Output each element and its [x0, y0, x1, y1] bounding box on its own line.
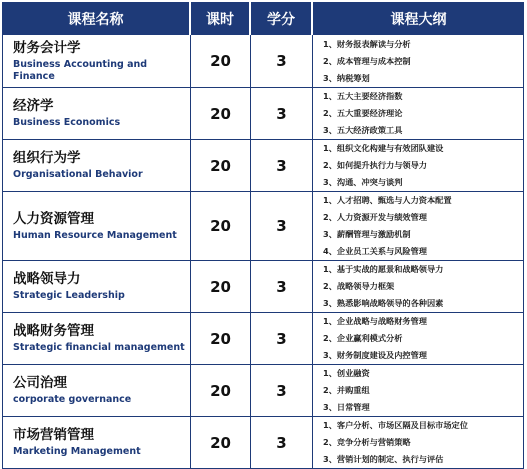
course-name-zh: 战略领导力	[13, 271, 81, 287]
table-header-row	[2, 2, 524, 35]
table-row	[2, 261, 524, 313]
outline-item: 3、财务制度建设及内控管理	[323, 350, 427, 360]
course-name-cell	[2, 88, 191, 140]
course-hours: 20	[191, 365, 251, 417]
outline-item: 2、五大重要经济理论	[323, 108, 403, 118]
course-hours: 20	[191, 88, 251, 140]
course-credits: 3	[251, 313, 313, 365]
outline-item: 2、人力资源开发与绩效管理	[323, 212, 427, 222]
course-name-zh: 战略财务管理	[13, 323, 94, 339]
course-outline	[313, 261, 524, 313]
header-credits: 学分	[251, 2, 313, 35]
header-outline: 课程大纲	[313, 2, 524, 35]
outline-item: 2、战略领导力框架	[323, 281, 395, 291]
course-outline	[313, 417, 524, 469]
course-table	[2, 2, 524, 469]
course-name-en: Marketing Management	[13, 446, 141, 457]
outline-item: 3、熟悉影响战略领导的各种因素	[323, 298, 444, 308]
course-credits: 3	[251, 365, 313, 417]
course-name-en: Organisational Behavior	[13, 169, 143, 180]
outline-item: 1、财务报表解读与分析	[323, 38, 411, 49]
course-credits: 3	[251, 140, 313, 192]
course-outline	[313, 313, 524, 365]
course-outline	[313, 35, 524, 88]
course-hours: 20	[191, 417, 251, 469]
course-name-zh: 市场营销管理	[13, 427, 94, 443]
outline-item: 3、五大经济政策工具	[323, 125, 403, 135]
outline-item: 1、客户分析、市场区隔及目标市场定位	[323, 420, 468, 430]
outline-item: 2、竞争分析与营销策略	[323, 437, 411, 447]
course-name-en: Human Resource Management	[13, 229, 177, 241]
outline-item: 1、企业战略与战略财务管理	[323, 316, 427, 326]
course-name-en: Business Economics	[13, 117, 121, 128]
table-row	[2, 365, 524, 417]
outline-item: 2、企业赢利模式分析	[323, 333, 403, 343]
outline-item: 2、如何提升执行力与领导力	[323, 160, 427, 170]
outline-item: 2、并购重组	[323, 385, 370, 395]
outline-item: 1、五大主要经济指数	[323, 91, 403, 101]
course-hours: 20	[191, 313, 251, 365]
header-course-name: 课程名称	[2, 2, 191, 35]
course-credits: 3	[251, 192, 313, 261]
course-name-en: corporate governance	[13, 394, 132, 405]
course-name-zh: 经济学	[13, 98, 54, 114]
course-credits: 3	[251, 35, 313, 88]
table-row	[2, 35, 524, 88]
course-name-cell	[2, 192, 191, 261]
table-row	[2, 192, 524, 261]
outline-item: 1、创业融资	[323, 368, 370, 378]
table-row	[2, 88, 524, 140]
course-name-en: Strategic financial management	[13, 342, 185, 353]
course-credits: 3	[251, 417, 313, 469]
course-name-cell	[2, 140, 191, 192]
course-credits: 3	[251, 261, 313, 313]
table-row	[2, 140, 524, 192]
outline-item: 3、沟通、冲突与谈判	[323, 177, 403, 187]
course-hours: 20	[191, 261, 251, 313]
course-outline	[313, 192, 524, 261]
outline-item: 3、营销计划的制定、执行与评估	[323, 454, 444, 464]
course-outline	[313, 365, 524, 417]
table-row	[2, 417, 524, 469]
course-name-zh: 财务会计学	[13, 39, 81, 56]
outline-item: 1、组织文化构建与有效团队建设	[323, 143, 444, 153]
course-name-en: Strategic Leadership	[13, 290, 125, 301]
table-row	[2, 313, 524, 365]
course-hours: 20	[191, 140, 251, 192]
course-name-cell	[2, 261, 191, 313]
course-name-zh: 人力资源管理	[13, 210, 94, 227]
header-hours: 课时	[191, 2, 251, 35]
outline-item: 3、日常管理	[323, 402, 370, 412]
course-name-cell	[2, 365, 191, 417]
course-outline	[313, 140, 524, 192]
course-name-en: Business Accounting and Finance	[13, 58, 148, 82]
course-name-cell	[2, 313, 191, 365]
course-hours: 20	[191, 35, 251, 88]
course-outline	[313, 88, 524, 140]
outline-item: 1、基于实战的愿景和战略领导力	[323, 264, 444, 274]
course-name-zh: 公司治理	[13, 375, 67, 391]
course-hours: 20	[191, 192, 251, 261]
outline-item: 2、成本管理与成本控制	[323, 55, 411, 66]
outline-item: 3、薪酬管理与激励机制	[323, 229, 411, 239]
course-name-cell	[2, 417, 191, 469]
course-name-zh: 组织行为学	[13, 150, 81, 166]
course-name-cell	[2, 35, 191, 88]
outline-item: 3、纳税筹划	[323, 72, 370, 83]
outline-item: 4、企业员工关系与风险管理	[323, 246, 427, 256]
outline-item: 1、人才招聘、甄选与人力资本配置	[323, 195, 452, 205]
course-credits: 3	[251, 88, 313, 140]
